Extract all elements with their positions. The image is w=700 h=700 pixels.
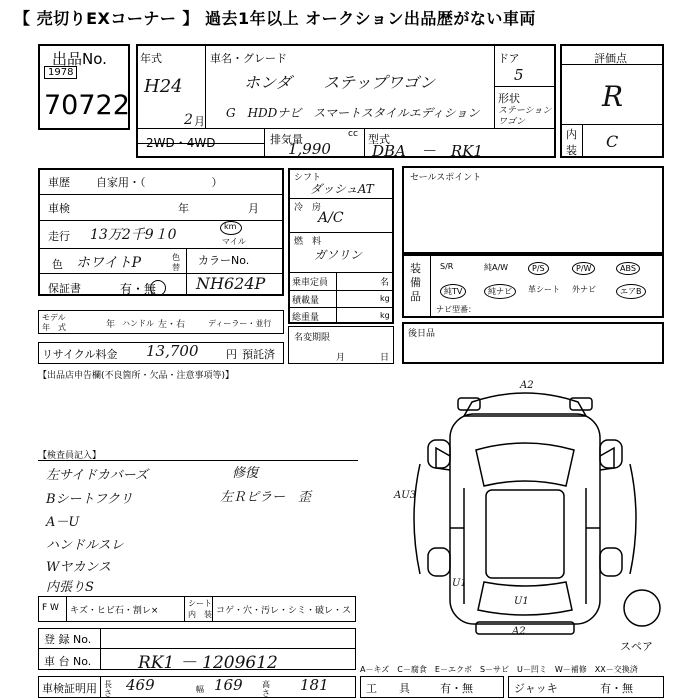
dealer-label: ディーラー・並行 bbox=[208, 319, 272, 328]
equipment-item-6: 純ナビ bbox=[484, 284, 516, 299]
fuel-value: ガソリン bbox=[314, 248, 363, 262]
tools-label: 工 具 bbox=[366, 682, 410, 695]
inspector-note-6: 内張りS bbox=[46, 580, 94, 595]
recycle-value: 13,700 bbox=[146, 342, 199, 360]
car-name-value: ホンダ ステップワゴン bbox=[244, 73, 436, 92]
inspector-note-2: Bシートフクリ bbox=[46, 492, 133, 507]
damage-legend: A－キズ C－腐食 E－エクボ S－サビ U－凹ミ W－補修 XX－交換済 bbox=[360, 665, 638, 674]
later-items-label: 後日品 bbox=[408, 329, 436, 339]
height-label: 高さ bbox=[262, 680, 270, 698]
sheet-header-title: 【 売切りEXコーナー 】 過去1年以上 オークション出品歴がない車両 bbox=[14, 9, 536, 28]
interior-label-1: 内 bbox=[566, 128, 577, 141]
displacement-label: 排気量 bbox=[270, 133, 303, 146]
interior-label-2: 装 bbox=[566, 144, 577, 157]
drive-label: 2WD・4WD bbox=[146, 136, 216, 150]
warranty-label: 保証書 bbox=[48, 282, 81, 295]
interior-defects: コゲ・穴・汚レ・シミ・破レ・ス bbox=[216, 606, 352, 616]
name-change-label: 名変期限 bbox=[294, 333, 331, 343]
equipment-item-8: 外ナビ bbox=[572, 285, 596, 294]
color-change-1: 色 bbox=[172, 253, 180, 262]
model-year-label-2: 年 式 bbox=[42, 323, 66, 332]
inspector-note-3: A－U bbox=[46, 515, 80, 530]
width-label: 幅 bbox=[196, 685, 204, 694]
ac-label: 冷 房 bbox=[294, 203, 322, 213]
inspection-label: 車検 bbox=[48, 202, 70, 215]
mileage-unit-km: km bbox=[224, 222, 237, 231]
year-value: H24 bbox=[144, 76, 183, 97]
model-year-label-1: モデル bbox=[42, 313, 66, 322]
jack-label: ジャッキ bbox=[514, 682, 558, 695]
equipment-item-2: P/S bbox=[528, 262, 549, 275]
navi-model-label: ナビ型番： bbox=[436, 305, 476, 314]
grade-value: G HDDナビ スマートスタイルエディション bbox=[226, 106, 480, 120]
history-label: 車歴 bbox=[48, 176, 70, 189]
year-label: 年式 bbox=[140, 52, 162, 65]
car-name-label: 車名・グレード bbox=[210, 52, 287, 65]
displacement-unit: cc bbox=[348, 129, 358, 139]
damage-mark-rear-center: U1 bbox=[514, 596, 529, 607]
seller-declaration-label: 【出品店申告欄(不良箇所・欠品・注意事項等)】 bbox=[38, 371, 235, 381]
color-no-value: NH624P bbox=[196, 274, 266, 293]
shift-label: シフト bbox=[294, 173, 322, 183]
car-damage-diagram bbox=[380, 378, 680, 648]
color-value: ホワイトP bbox=[76, 255, 141, 271]
chassis-no-value: RK1 － 1209612 bbox=[138, 653, 278, 673]
interior-seat-label-2: 内 装 bbox=[188, 610, 212, 619]
ac-value: A/C bbox=[318, 210, 344, 226]
equipment-item-0: S/R bbox=[440, 262, 454, 271]
length-label: 長さ bbox=[104, 680, 112, 698]
shift-value: ダッシュAT bbox=[310, 182, 374, 196]
damage-mark-rear-left: U1 bbox=[452, 578, 467, 589]
warranty-options: 有・無 bbox=[120, 282, 157, 296]
month-value: 2 bbox=[184, 112, 193, 128]
handle-label: ハンドル bbox=[122, 319, 154, 328]
fw-label: F W bbox=[42, 603, 59, 613]
gross-label: 総重量 bbox=[292, 313, 320, 323]
jack-options: 有・無 bbox=[600, 682, 633, 695]
handle-options: 左・右 bbox=[158, 320, 186, 330]
length-value: 469 bbox=[126, 676, 155, 694]
name-change-month: 月 bbox=[336, 353, 346, 363]
color-label: 色 bbox=[52, 258, 63, 271]
load-label: 積載量 bbox=[292, 296, 320, 306]
displacement-value: 1,990 bbox=[288, 140, 331, 158]
height-value: 181 bbox=[300, 676, 329, 694]
color-change-2: 替 bbox=[172, 263, 180, 272]
lot-number-label: 出品No. bbox=[52, 50, 107, 68]
history-options: 自家用・（ ） bbox=[96, 176, 223, 189]
doors-label: ドア bbox=[498, 52, 520, 65]
color-no-label: カラーNo. bbox=[198, 254, 250, 267]
month-unit: 月 bbox=[194, 115, 205, 128]
tools-options: 有・無 bbox=[440, 682, 473, 695]
spare-label: スペア bbox=[620, 640, 653, 653]
recycle-unit: 円 bbox=[226, 348, 237, 361]
fw-items: キズ・ヒビ石・割レ× bbox=[70, 606, 159, 616]
equipment-item-9: エアB bbox=[616, 284, 646, 299]
lot-sub-number: 1978 bbox=[44, 66, 77, 79]
equipment-item-1: 純A/W bbox=[484, 263, 509, 272]
damage-mark-left-door: AU3 bbox=[394, 490, 417, 501]
mileage-value: 13万2千9１0 bbox=[90, 227, 177, 243]
inspector-note-1: 左サイドカバーズ bbox=[46, 468, 149, 483]
mileage-label: 走行 bbox=[48, 230, 70, 243]
inspection-month: 月 bbox=[248, 202, 259, 215]
inspector-label: 【検査員記入】 bbox=[38, 451, 102, 461]
doors-value: 5 bbox=[514, 66, 524, 84]
equipment-item-5: 純TV bbox=[440, 284, 466, 299]
lot-number-value: 70722 bbox=[44, 90, 130, 121]
width-value: 169 bbox=[214, 676, 243, 694]
equipment-item-3: P/W bbox=[572, 262, 595, 275]
model-code-label: 型式 bbox=[368, 133, 390, 146]
name-change-day: 日 bbox=[380, 353, 390, 363]
sales-point-label: セールスポイント bbox=[410, 173, 482, 183]
later-items-box bbox=[402, 322, 664, 364]
load-unit: kg bbox=[380, 294, 390, 303]
score-label: 評価点 bbox=[594, 52, 627, 65]
equipment-label: 装備品 bbox=[410, 262, 421, 303]
chassis-no-label: 車 台 No. bbox=[44, 655, 92, 668]
cert-label: 車検証明用 bbox=[42, 682, 97, 695]
recycle-note: 預託済 bbox=[242, 348, 275, 361]
mileage-unit-mile: マイル bbox=[222, 237, 246, 246]
inspector-note-5: Wヤカンス bbox=[46, 560, 111, 575]
damage-mark-rear-bumper: A2 bbox=[512, 626, 526, 637]
reg-no-label: 登 録 No. bbox=[44, 633, 92, 646]
recycle-label: リサイクル料金 bbox=[42, 348, 118, 361]
model-code-value: DBA － RK1 bbox=[372, 142, 483, 160]
capacity-label: 乗車定員 bbox=[292, 278, 329, 288]
equipment-item-7: 革シート bbox=[528, 285, 560, 294]
model-year-unit: 年 bbox=[106, 320, 116, 330]
equipment-item-4: ABS bbox=[616, 262, 640, 275]
gross-unit: kg bbox=[380, 311, 390, 320]
inspection-year: 年 bbox=[178, 202, 189, 215]
fuel-label: 燃 料 bbox=[294, 237, 322, 247]
inspector-note-4: ハンドルスレ bbox=[46, 538, 124, 553]
inspector-note-right-2: 左Ｒピラー 歪 bbox=[220, 490, 312, 505]
interior-seat-label-1: シート bbox=[188, 599, 212, 608]
damage-mark-front: A2 bbox=[520, 380, 534, 391]
mileage-unit-circle bbox=[220, 221, 242, 235]
capacity-unit: 名 bbox=[380, 278, 390, 288]
interior-value: C bbox=[606, 132, 619, 151]
inspector-note-right-1: 修復 bbox=[232, 466, 259, 481]
shape-label: 形状 bbox=[498, 92, 520, 105]
shape-value: ステーションワゴン bbox=[498, 106, 552, 127]
warranty-circle bbox=[150, 280, 166, 296]
score-value: R bbox=[602, 80, 624, 113]
